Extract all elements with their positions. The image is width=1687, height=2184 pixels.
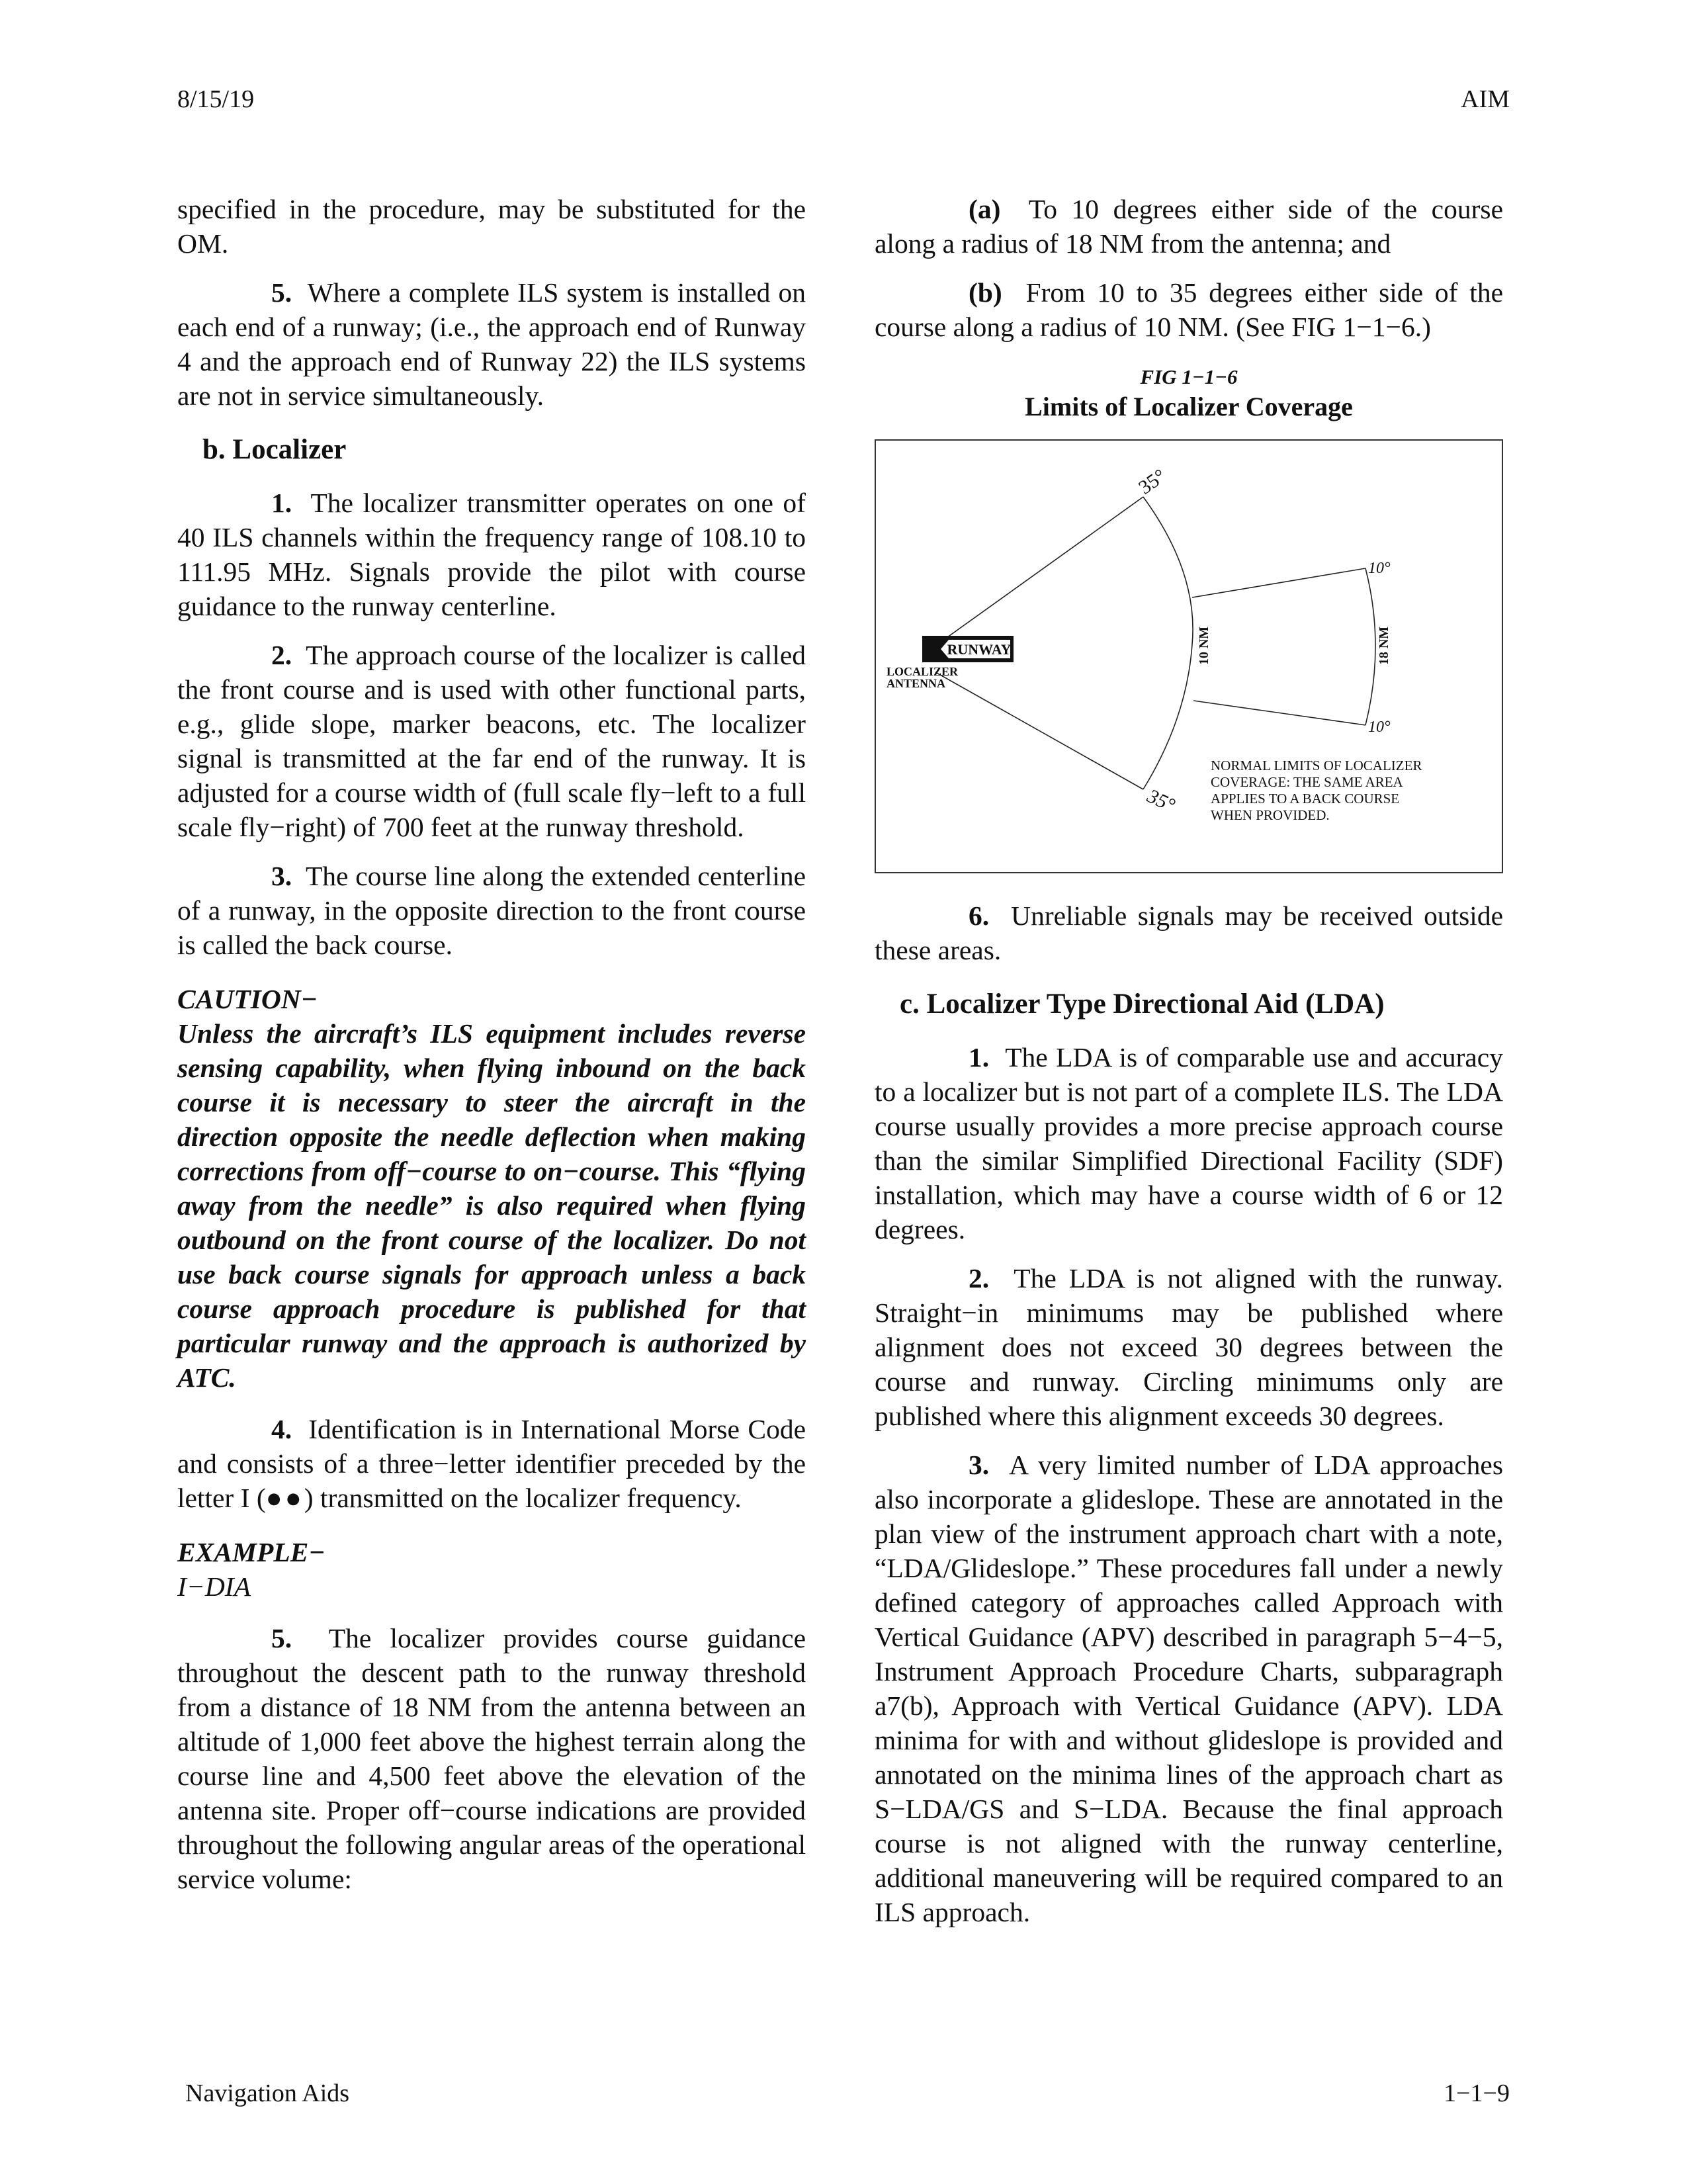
paragraph-b6 xyxy=(875,898,1503,967)
paragraph-number: 5. xyxy=(271,1623,292,1653)
angle-label-10-top: 10° xyxy=(1368,560,1391,577)
sector-10-bottom-line xyxy=(1193,701,1365,725)
caution-text: Unless the aircraft’s ILS equipment includes reverse sensing capability, when flying inbound on the back course it is necessary to steer the aircraft in the direction opposite the needle deflection when making corrections from off−course to on−course. This “flying away from the needle” is also required when flying outbound on the front course of the localizer. Do not use back course signals for approach unless a back course approach procedure is published for that particular runway and the approach is authorized by ATC. xyxy=(177,1018,806,1393)
subparagraph-b xyxy=(875,275,1503,344)
example-text: I−DIA xyxy=(177,1571,251,1602)
subparagraph-text: To 10 degrees either side of the course along a radius of 18 NM from the antenna; and xyxy=(875,194,1503,259)
paragraph-number: 1. xyxy=(969,1042,990,1072)
paragraph-b2 xyxy=(177,638,806,844)
localizer-coverage-figure xyxy=(875,439,1503,873)
radius-label-18nm: 18 NM xyxy=(1377,626,1391,666)
paragraph-text: Identification is in International Morse Code and consists of a three−letter identifier preceded by the letter I ( xyxy=(177,1414,806,1513)
arc-10nm xyxy=(1143,497,1193,789)
paragraph-text: The LDA is of comparable use and accuracy to a localizer but is not part of a complete ILS. The LDA course usually provides a more precise approach course than the similar Simplified Directional Facility (SDF) installation, which may have a course width of 6 or 12 degrees. xyxy=(875,1042,1503,1245)
paragraph-text: The localizer transmitter operates on one of 40 ILS channels within the frequency range of 108.10 to 111.95 MHz. Signals provide the pilot with course guidance to the runway centerline. xyxy=(177,488,806,621)
paragraph-number: 6. xyxy=(969,900,990,931)
paragraph-number: 2. xyxy=(969,1263,990,1293)
sector-35-top-line xyxy=(935,497,1143,646)
header-publication: AIM xyxy=(1461,85,1510,113)
paragraph-b3 xyxy=(177,859,806,962)
paragraph-text: Where a complete ILS system is installed on each end of a runway; (i.e., the approach end of Runway 4 and the approach end of Runway 22) the ILS systems are not in service simultaneously. xyxy=(177,277,806,411)
figure-title: Limits of Localizer Coverage xyxy=(1025,392,1353,421)
paragraph-a5 xyxy=(177,275,806,413)
angle-label-10-bottom: 10° xyxy=(1368,719,1391,736)
morse-dots-icon: ●● xyxy=(265,1483,304,1513)
antenna-label-line2: ANTENNA xyxy=(887,677,946,690)
paragraph-number: 4. xyxy=(271,1414,292,1444)
footer-section: Navigation Aids xyxy=(185,2079,350,2107)
paragraph-text-cont: ) transmitted on the localizer frequency. xyxy=(304,1483,742,1513)
paragraph-number: 5. xyxy=(271,277,292,308)
figure-note-line: WHEN PROVIDED. xyxy=(1211,807,1330,823)
paragraph-b1 xyxy=(177,486,806,623)
angle-label-35-top: 35° xyxy=(1135,464,1170,499)
right-column xyxy=(875,192,1503,1944)
paragraph-text: Unreliable signals may be received outside these areas. xyxy=(875,900,1504,965)
figure-note-line: COVERAGE: THE SAME AREA xyxy=(1211,774,1403,790)
radius-label-10nm: 10 NM xyxy=(1197,626,1211,666)
paragraph-b5 xyxy=(177,1621,806,1896)
paragraph-text: The approach course of the localizer is called the front course and is used with other functional parts, e.g., glide slope, marker beacons, etc. The localizer signal is transmitted at the far end of the runway. It is adjusted for a course width of (full scale fly−left to a full scale fly−right) of 700 feet at the runway threshold. xyxy=(177,640,806,842)
paragraph-number: 2. xyxy=(271,640,292,670)
paragraph-text: The LDA is not aligned with the runway. Straight−in minimums may be published where alignment does not exceed 30 degrees between the course and runway. Circling minimums only are published where this alignment exceeds 30 degrees. xyxy=(875,1263,1503,1431)
coverage-diagram xyxy=(876,441,1502,872)
paragraph-b4 xyxy=(177,1412,806,1515)
section-heading-lda: c. Localizer Type Directional Aid (LDA) xyxy=(900,988,1385,1020)
paragraph-c3 xyxy=(875,1448,1503,1929)
figure-number: FIG 1−1−6 xyxy=(1140,365,1238,388)
sector-35-bottom-line xyxy=(935,672,1143,789)
subparagraph-label: (a) xyxy=(969,194,1001,224)
paragraph-c2 xyxy=(875,1261,1503,1433)
arc-18nm xyxy=(1365,568,1375,725)
figure-note-line: NORMAL LIMITS OF LOCALIZER xyxy=(1211,758,1422,773)
paragraph-om-continuation: specified in the procedure, may be substituted for the OM. xyxy=(177,194,806,259)
antenna-label-line1: LOCALIZER xyxy=(887,665,959,678)
caution-label: CAUTION− xyxy=(177,984,318,1014)
example-label: EXAMPLE− xyxy=(177,1537,325,1567)
subparagraph-text: From 10 to 35 degrees either side of the course along a radius of 10 NM. (See FIG 1−1−6.) xyxy=(875,277,1503,342)
footer-page-number: 1−1−9 xyxy=(1444,2079,1510,2107)
paragraph-text: The localizer provides course guidance throughout the descent path to the runway threshold from a distance of 18 NM from the antenna between an altitude of 1,000 feet above the highest terrain along the course line and 4,500 feet above the elevation of the antenna site. Proper off−course indications are provided throughout the following angular areas of the operational service volume: xyxy=(177,1623,806,1894)
section-heading-localizer: b. Localizer xyxy=(202,434,347,465)
left-column xyxy=(177,192,806,1911)
sector-10-top-line xyxy=(1192,568,1365,597)
paragraph-number: 1. xyxy=(271,488,292,518)
subparagraph-a xyxy=(875,192,1503,261)
paragraph-text: The course line along the extended centerline of a runway, in the opposite direction to the front course is called the back course. xyxy=(177,861,806,960)
header-date: 8/15/19 xyxy=(177,85,255,113)
paragraph-number: 3. xyxy=(271,861,292,891)
figure-note-line: APPLIES TO A BACK COURSE xyxy=(1211,791,1400,807)
runway-label: RUNWAY xyxy=(947,641,1012,658)
paragraph-text: A very limited number of LDA approaches also incorporate a glideslope. These are annotated in the plan view of the instrument approach chart with a note, “LDA/Glideslope.” These procedures fall under a newly defined category of approaches called Approach with Vertical Guidance (APV) described in paragraph 5−4−5, Instrument Approach Procedure Charts, subparagraph a7(b), Approach with Vertical Guidance (APV). LDA minima for with and without glideslope is provided and annotated on the minima lines of the approach chart as S−LDA/GS and S−LDA. Because the final approach course is not aligned with the runway centerline, additional maneuvering will be required compared to an ILS approach. xyxy=(875,1450,1503,1927)
paragraph-number: 3. xyxy=(969,1450,990,1480)
paragraph-c1 xyxy=(875,1040,1503,1246)
angle-label-35-bottom: 35° xyxy=(1144,785,1179,817)
subparagraph-label: (b) xyxy=(969,277,1002,308)
